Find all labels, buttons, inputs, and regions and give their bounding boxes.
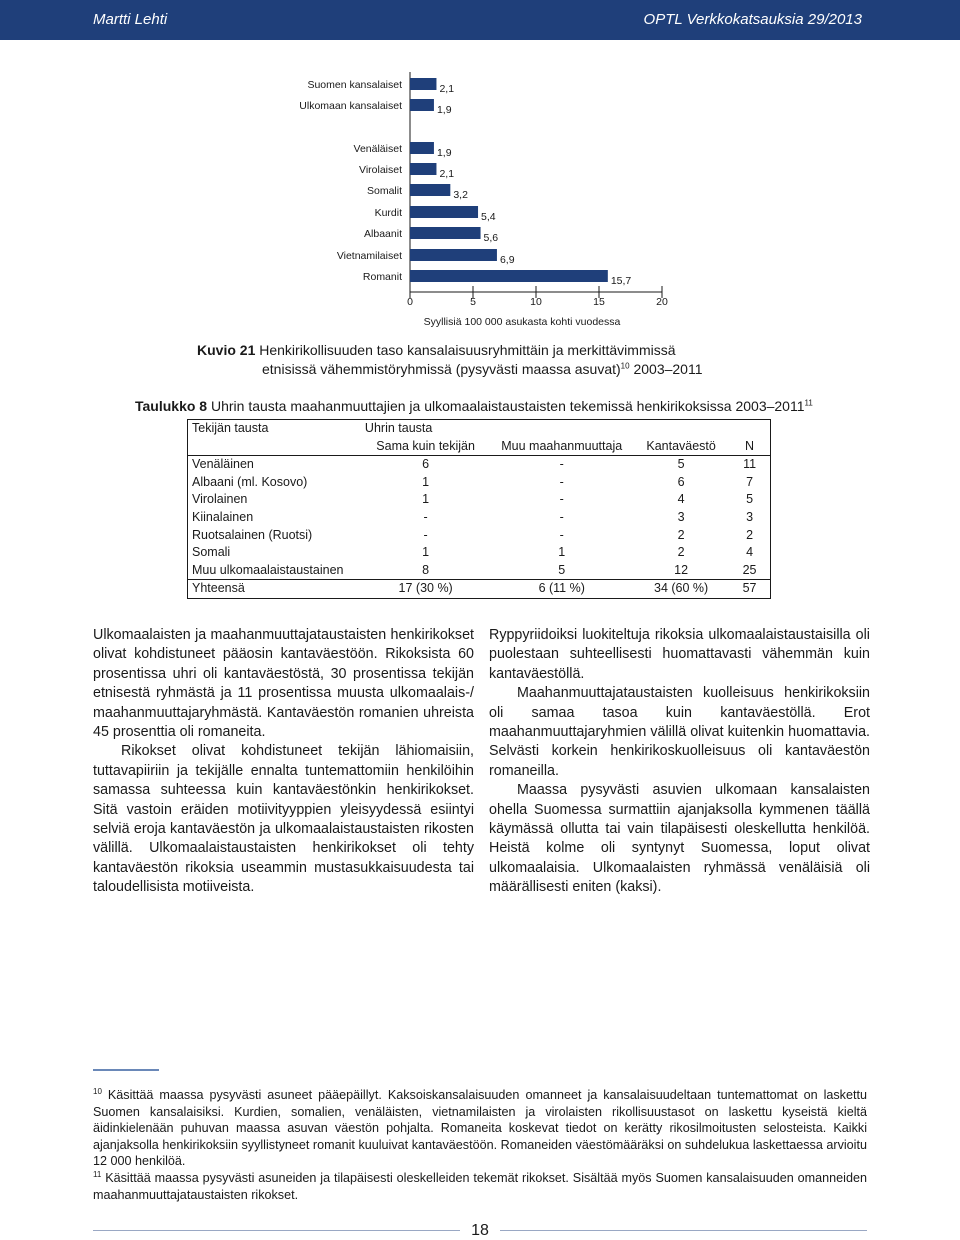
page-header (0, 0, 960, 40)
table-cell: 5 (677, 457, 685, 472)
table-cell: Yhteensä (188, 580, 361, 599)
table-cell: 3 (677, 509, 685, 524)
table-cell: Kiinalainen (192, 509, 254, 524)
table-cell: Albaani (ml. Kosovo) (192, 474, 308, 489)
table-total-row (188, 580, 771, 599)
paragraph: Maahanmuuttajataustaisten kuolleisuus henkirikoksiin oli samaa tasoa kuin kantaväestöllä. Erot maahanmuuttajaryhmien välillä olivat kuitenkin huomattavia. Selvästi korkein henkirikoskuolleisuus oli kantaväestön romaneilla. (489, 685, 870, 779)
category-label: Venäläiset (353, 143, 402, 155)
bar (410, 270, 608, 282)
table-header-cell (633, 420, 729, 438)
table-header-cell: Sama kuin tekijän (361, 438, 490, 456)
table-row (188, 456, 771, 474)
table-cell: 57 (729, 580, 770, 599)
value-label: 2,1 (439, 168, 455, 180)
figure-years: 2003–2011 (633, 361, 703, 377)
table-cell: 1 (558, 545, 566, 560)
category-label: Vietnamilaiset (336, 250, 402, 262)
table-cell: 25 (742, 562, 757, 577)
table-footnote-ref: 11 (804, 398, 813, 408)
table-cell: 4 (677, 492, 685, 507)
value-label: 5,4 (481, 211, 496, 223)
bar (410, 99, 434, 111)
table-cell: 5 (746, 492, 754, 507)
paragraph: Ryppyriidoiksi luokiteltuja rikoksia ulkomaalaistaustaisilla oli puolestaan suhteellisesti huomattavasti vähemmän kuin kantaväestöllä. (489, 627, 870, 682)
table-cell: 17 (30 %) (361, 580, 490, 599)
table-cell: Venäläinen (192, 457, 254, 472)
table-cell: 6 (11 %) (490, 580, 633, 599)
victim-background-table (187, 419, 771, 599)
table-cell: 2 (746, 527, 754, 542)
bar (410, 206, 478, 218)
body-column-left (93, 626, 474, 898)
table-row (188, 544, 771, 562)
footnote-divider (93, 1069, 159, 1071)
figure-caption (197, 341, 817, 379)
table-header-row-2 (188, 438, 771, 456)
category-label: Ulkomaan kansalaiset (299, 100, 402, 112)
paragraph: Rikokset olivat kohdistuneet tekijän lähiomaisiin, tuttavapiiriin ja tekijälle ennalta tuntemattomiin henkilöihin samassa suhteessa kuin kantaväestönkin henkirikokset. Sitä vastoin eräiden motiivityyppien yleisyydessä esiintyi selviä eroja kantaväestön ja ulkomaalaistaustaisten rikosten välillä. Ulkomaalaistaustaisten henkirikokset oli tehty kantaväestön rikoksia useammin mustasukkaisuudesta tai taloudellisista motiiveista. (93, 743, 474, 896)
table-cell: - (423, 509, 428, 524)
table-cell: Virolainen (192, 492, 248, 507)
figure-title-line1: Henkirikollisuuden taso kansalaisuusryhmittäin ja merkittävimmissä (259, 342, 676, 358)
x-tick-label: 5 (470, 296, 476, 308)
footnotes (93, 1087, 867, 1203)
table-cell: 1 (422, 474, 430, 489)
footnote-number: 11 (93, 1169, 102, 1179)
table-cell: 34 (60 %) (633, 580, 729, 599)
x-tick-label: 10 (530, 296, 542, 308)
paragraph: Maassa pysyvästi asuvien ulkomaan kansalaisten ohella Suomessa surmattiin ajanjaksolla kymmenen täällä käymässä ollutta tai vain tilapäisesti oleskellutta henkilöä. Heistä kolme oli syntynyt Suomessa, loput olivat ulkomaalaisia. Ulkomaalaisten ryhmässä venäläisiä oli määrällisesti eniten (kaksi). (489, 782, 870, 896)
x-tick-label: 20 (656, 296, 668, 308)
table-label: Taulukko 8 (135, 398, 208, 414)
table-header-cell (188, 438, 361, 456)
table-cell: 3 (746, 509, 754, 524)
table-title (135, 398, 855, 414)
footnote-10 (93, 1087, 867, 1170)
table-cell: - (559, 474, 564, 489)
value-label: 1,9 (436, 104, 452, 116)
table-cell: 11 (743, 457, 757, 472)
table-cell: - (423, 527, 428, 542)
table-cell: 2 (677, 545, 685, 560)
bar (410, 184, 450, 196)
table-header-cell: Uhrin tausta (364, 421, 433, 435)
table-header-cell (729, 420, 770, 438)
table-cell: - (559, 492, 564, 507)
table-header-cell: Kantaväestö (633, 438, 729, 456)
table-row (188, 527, 771, 545)
x-tick-label: 15 (593, 296, 605, 308)
category-label: Suomen kansalaiset (307, 79, 402, 91)
header-author: Martti Lehti (93, 11, 168, 28)
table-cell: Somali (192, 545, 231, 560)
table-row (188, 509, 771, 527)
table-cell: 6 (422, 457, 430, 472)
table-header-cell: Tekijän tausta (192, 421, 269, 435)
table-cell: Muu ulkomaalaistaustainen (192, 562, 344, 577)
table-cell: 7 (746, 474, 754, 489)
value-label: 3,2 (453, 189, 468, 201)
table-row (188, 474, 771, 492)
value-label: 2,1 (439, 83, 455, 95)
table-row (188, 491, 771, 509)
value-label: 15,7 (610, 275, 632, 287)
page-number: 18 (460, 1222, 500, 1240)
bar (410, 78, 436, 90)
footnote-text: Käsittää maassa pysyvästi asuneiden ja tilapäisesti oleskelleiden tekemät rikokset. Sisältää myös Suomen kansalaisuuden omanneiden maahanmuuttajataustaisten rikokset. (93, 1170, 867, 1202)
table-cell: 6 (677, 474, 685, 489)
bar (410, 249, 497, 261)
table-cell: 8 (422, 562, 430, 577)
value-label: 6,9 (499, 254, 515, 266)
paragraph: Ulkomaalaisten ja maahanmuuttajataustaisten henkirikokset olivat kohdistuneet pääosin kantaväestöön. Rikoksista 60 prosentissa uhri oli kantaväestöstä, 30 prosentissa tekijän etnisestä ryhmästä ja 11 prosentissa muusta ulkomaalais-/ maahanmuuttajaryhmästä. Kantaväestön romanien uhreista 45 prosenttia oli romaneita. (93, 627, 474, 741)
bar (410, 227, 481, 239)
footnote-11 (93, 1170, 867, 1203)
table-header-row-1 (188, 420, 771, 438)
footnote-number: 10 (93, 1086, 102, 1096)
table-header-cell: Muu maahanmuuttaja (490, 438, 633, 456)
table-cell: 1 (422, 545, 430, 560)
bar-chart (0, 60, 960, 330)
value-label: 5,6 (483, 232, 499, 244)
category-label: Virolaiset (359, 164, 402, 176)
table-cell: 5 (558, 562, 566, 577)
figure-title-line2: etnisissä vähemmistöryhmissä (pysyvästi maassa asuvat) (262, 361, 621, 377)
table-cell: - (559, 457, 564, 472)
x-tick-label: 0 (407, 296, 413, 308)
table-header-cell: N (729, 438, 770, 456)
footnote-text: Käsittää maassa pysyvästi asuneet pääepäillyt. Kaksoiskansalaisuuden omanneet ja kansalaisuudeltaan tuntemattomat on laskettu Suomen kansalaisiksi. Kurdien, somalien, venäläisten, vietnamilaisten ja virolaisten rikollisuustasot on laskettu kyseistä kieltä äidinkielenään puhuvan maassa asuvan väestön pohjalta. Romaneita koskevat tiedot on kerätty rikosilmoitusten selosteista. Kaikki ajanjaksolla henkirikoksiin syyllistyneet romanit kuuluivat kantaväestöön. Romaneiden väestömääräksi on suhdelukua laskettaessa arvioitu 12 000 henkilöä. (93, 1088, 867, 1169)
table-cell: Ruotsalainen (Ruotsi) (192, 527, 313, 542)
header-series: OPTL Verkkokatsauksia 29/2013 (643, 11, 862, 28)
category-label: Albaanit (364, 228, 402, 240)
table-cell: 1 (422, 492, 430, 507)
table-cell: 12 (674, 562, 689, 577)
table-title-text: Uhrin tausta maahanmuuttajien ja ulkomaalaistaustaisten tekemissä henkirikoksissa 2003–2011 (210, 398, 805, 414)
table-cell: 4 (746, 545, 754, 560)
bar (410, 163, 436, 175)
category-label: Romanit (362, 271, 402, 283)
table-header-cell (490, 420, 633, 438)
table-row (188, 562, 771, 580)
figure-label: Kuvio 21 (197, 342, 256, 358)
table-cell: - (559, 509, 564, 524)
category-label: Somalit (366, 185, 402, 197)
value-label: 1,9 (436, 147, 452, 159)
table-cell: 2 (677, 527, 685, 542)
figure-footnote-ref: 10 (620, 361, 630, 371)
body-column-right (489, 626, 870, 898)
x-axis-label: Syyllisiä 100 000 asukasta kohti vuodessa (423, 316, 621, 328)
table-cell: - (559, 527, 564, 542)
category-label: Kurdit (374, 207, 402, 219)
bar (410, 142, 434, 154)
